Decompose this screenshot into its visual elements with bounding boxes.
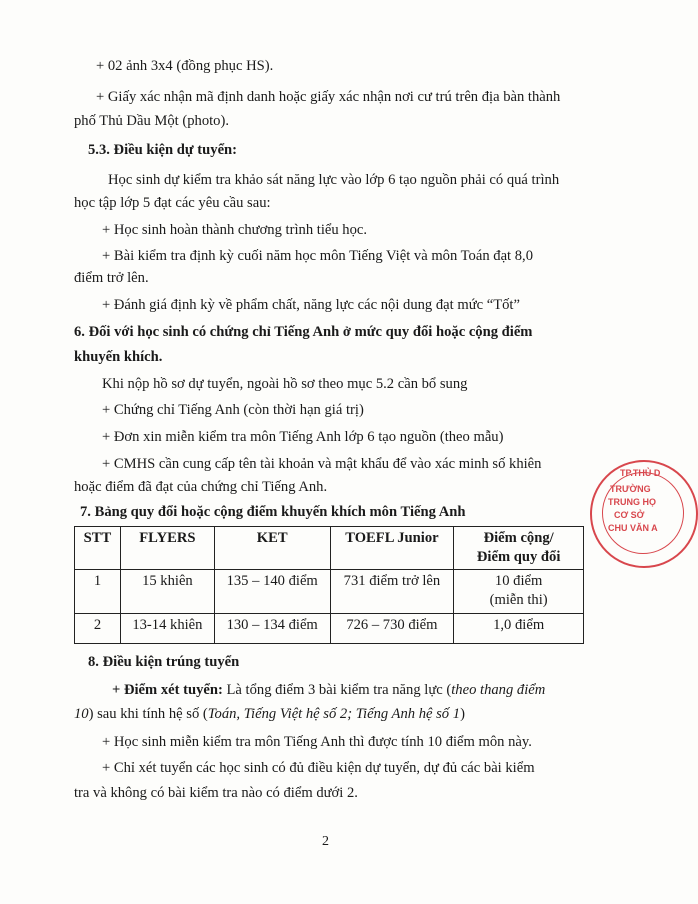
text-line: + Giấy xác nhận mã định danh hoặc giấy xác nhận nơi cư trú trên địa bàn thành xyxy=(96,89,561,105)
text-line: + Học sinh hoàn thành chương trình tiểu học. xyxy=(102,222,368,238)
text-line: + CMHS cần cung cấp tên tài khoản và mật khẩu để vào xác minh số khiên xyxy=(102,456,542,472)
text-line: + Chứng chỉ Tiếng Anh (còn thời hạn giá trị) xyxy=(102,402,364,418)
header-ket: KET xyxy=(214,527,330,570)
section-heading: 5.3. Điều kiện dự tuyển: xyxy=(88,142,238,158)
header-toefl: TOEFL Junior xyxy=(330,527,454,570)
school-seal-stamp: TP.THỦ D TRƯỜNG TRUNG HỌ CƠ SỞ CHU VĂN A xyxy=(590,460,698,568)
text-line: hoặc điểm đã đạt của chứng chỉ Tiếng Anh. xyxy=(74,479,328,495)
section-heading: 8. Điều kiện trúng tuyển xyxy=(88,654,240,670)
text-line: phố Thủ Dầu Một (photo). xyxy=(74,113,229,129)
text-line: 10) sau khi tính hệ số (Toán, Tiếng Việt hệ số 2; Tiếng Anh hệ số 1) xyxy=(74,706,465,722)
table-row xyxy=(75,614,584,644)
table-cell: 15 khiên xyxy=(120,570,214,614)
table-header-row xyxy=(75,527,584,570)
table-cell: 130 – 134 điểm xyxy=(214,614,330,644)
section-heading: khuyến khích. xyxy=(74,349,163,365)
table-cell: 10 điểm (miễn thi) xyxy=(454,570,584,614)
text-line: điểm trở lên. xyxy=(74,270,149,286)
text-line: tra và không có bài kiểm tra nào có điểm dưới 2. xyxy=(74,785,358,801)
table-cell: 13-14 khiên xyxy=(120,614,214,644)
header-flyers: FLYERS xyxy=(120,527,214,570)
section-heading: 6. Đối với học sinh có chứng chỉ Tiếng Anh ở mức quy đổi hoặc cộng điểm xyxy=(74,324,533,340)
header-score: Điểm cộng/ Điểm quy đổi xyxy=(454,527,584,570)
text-line: học tập lớp 5 đạt các yêu cầu sau: xyxy=(74,195,271,211)
table-cell: 135 – 140 điểm xyxy=(214,570,330,614)
table-cell: 2 xyxy=(75,614,121,644)
table-cell: 731 điểm trở lên xyxy=(330,570,454,614)
text-line: + Bài kiểm tra định kỳ cuối năm học môn Tiếng Việt và môn Toán đạt 8,0 xyxy=(102,248,533,264)
text-line: + Đánh giá định kỳ về phẩm chất, năng lực các nội dung đạt mức “Tốt” xyxy=(102,297,520,313)
table-cell: 1,0 điểm xyxy=(454,614,584,644)
text-line: + Điểm xét tuyển: Là tổng điểm 3 bài kiểm tra năng lực (theo thang điểm xyxy=(112,682,546,698)
text-line: + Chỉ xét tuyển các học sinh có đủ điều kiện dự tuyển, dự đủ các bài kiểm xyxy=(102,760,535,776)
table-row xyxy=(75,570,584,614)
text-line: Học sinh dự kiểm tra khảo sát năng lực vào lớp 6 tạo nguồn phải có quá trình xyxy=(108,172,560,188)
text-line: Khi nộp hồ sơ dự tuyển, ngoài hồ sơ theo mục 5.2 cần bổ sung xyxy=(102,376,468,392)
header-stt: STT xyxy=(75,527,121,570)
section-heading: 7. Bảng quy đổi hoặc cộng điểm khuyến khích môn Tiếng Anh xyxy=(80,504,466,520)
conversion-table xyxy=(74,526,584,644)
page-number: 2 xyxy=(322,834,329,849)
table-cell: 726 – 730 điểm xyxy=(330,614,454,644)
text-line: + Đơn xin miễn kiểm tra môn Tiếng Anh lớp 6 tạo nguồn (theo mẫu) xyxy=(102,429,504,445)
table-cell: 1 xyxy=(75,570,121,614)
text-line: + Học sinh miễn kiểm tra môn Tiếng Anh thì được tính 10 điểm môn này. xyxy=(102,734,532,750)
text-line: + 02 ảnh 3x4 (đồng phục HS). xyxy=(96,58,274,74)
